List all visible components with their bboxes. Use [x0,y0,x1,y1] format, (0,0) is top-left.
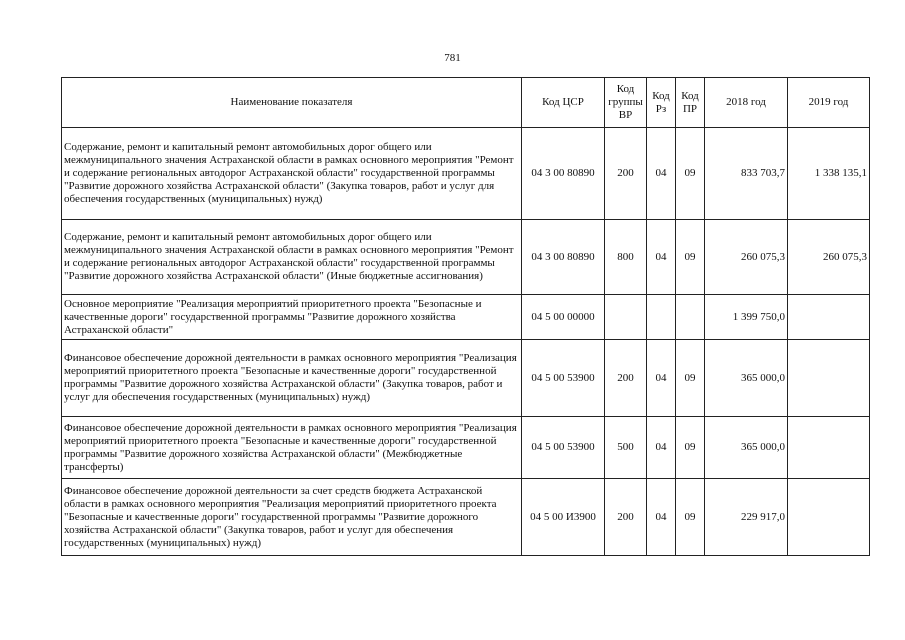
cell-2018: 365 000,0 [705,340,788,417]
header-name: Наименование показателя [62,78,522,128]
cell-rz: 04 [647,220,676,295]
table-row [62,417,870,479]
cell-pr: 09 [676,220,705,295]
cell-vr: 200 [605,340,647,417]
header-2019: 2019 год [788,78,870,128]
cell-2019 [788,479,870,556]
budget-table [61,77,870,556]
cell-2019 [788,295,870,340]
header-vr: Код группы ВР [605,78,647,128]
cell-pr: 09 [676,128,705,220]
table-row [62,295,870,340]
cell-pr: 09 [676,340,705,417]
cell-rz: 04 [647,417,676,479]
cell-2019: 260 075,3 [788,220,870,295]
header-rz: Код Рз [647,78,676,128]
cell-2018: 1 399 750,0 [705,295,788,340]
cell-2018: 229 917,0 [705,479,788,556]
cell-name: Содержание, ремонт и капитальный ремонт автомобильных дорог общего или межмуниципального значения Астраханской области в рамках основного мероприятия "Ремонт и содержание региональных автодорог Астраханской области" государственной программы "Развитие дорожного хозяйства Астраханской области" (Иные бюджетные ассигнования) [62,220,522,295]
page-number: 781 [444,52,461,64]
cell-rz [647,295,676,340]
table-row [62,479,870,556]
cell-vr: 800 [605,220,647,295]
cell-csr: 04 5 00 И3900 [522,479,605,556]
cell-2019 [788,340,870,417]
table-row [62,128,870,220]
cell-csr: 04 5 00 53900 [522,340,605,417]
cell-pr [676,295,705,340]
cell-name: Финансовое обеспечение дорожной деятельности в рамках основного мероприятия "Реализация мероприятий приоритетного проекта "Безопасные и качественные дороги" государственной программы "Развитие дорожного хозяйства Астраханской области" (Межбюджетные трансферты) [62,417,522,479]
cell-2018: 833 703,7 [705,128,788,220]
cell-vr: 500 [605,417,647,479]
header-csr: Код ЦСР [522,78,605,128]
cell-rz: 04 [647,479,676,556]
cell-rz: 04 [647,340,676,417]
cell-csr: 04 5 00 53900 [522,417,605,479]
cell-2019: 1 338 135,1 [788,128,870,220]
cell-csr: 04 3 00 80890 [522,128,605,220]
cell-vr: 200 [605,479,647,556]
cell-vr: 200 [605,128,647,220]
table-header-row [62,78,870,128]
header-pr: Код ПР [676,78,705,128]
cell-vr [605,295,647,340]
cell-name: Финансовое обеспечение дорожной деятельности в рамках основного мероприятия "Реализация мероприятий приоритетного проекта "Безопасные и качественные дороги" государственной программы "Развитие дорожного хозяйства Астраханской области" (Закупка товаров, работ и услуг для обеспечения государственных (муниципальных) нужд) [62,340,522,417]
cell-2018: 260 075,3 [705,220,788,295]
table-row [62,220,870,295]
cell-pr: 09 [676,479,705,556]
cell-csr: 04 3 00 80890 [522,220,605,295]
cell-name: Содержание, ремонт и капитальный ремонт автомобильных дорог общего или межмуниципального значения Астраханской области в рамках основного мероприятия "Ремонт и содержание региональных автодорог Астраханской области" государственной программы "Развитие дорожного хозяйства Астраханской области" (Закупка товаров, работ и услуг для обеспечения государственных (муниципальных) нужд) [62,128,522,220]
header-2018: 2018 год [705,78,788,128]
table-row [62,340,870,417]
cell-2018: 365 000,0 [705,417,788,479]
cell-csr: 04 5 00 00000 [522,295,605,340]
cell-rz: 04 [647,128,676,220]
cell-pr: 09 [676,417,705,479]
cell-name: Финансовое обеспечение дорожной деятельности за счет средств бюджета Астраханской области в рамках основного мероприятия "Реализация мероприятий приоритетного проекта "Безопасные и качественные дороги" государственной программы "Развитие дорожного хозяйства Астраханской области" (Закупка товаров, работ и услуг для обеспечения государственных (муниципальных) нужд) [62,479,522,556]
cell-2019 [788,417,870,479]
cell-name: Основное мероприятие "Реализация мероприятий приоритетного проекта "Безопасные и качественные дороги" государственной программы "Развитие дорожного хозяйства Астраханской области" [62,295,522,340]
